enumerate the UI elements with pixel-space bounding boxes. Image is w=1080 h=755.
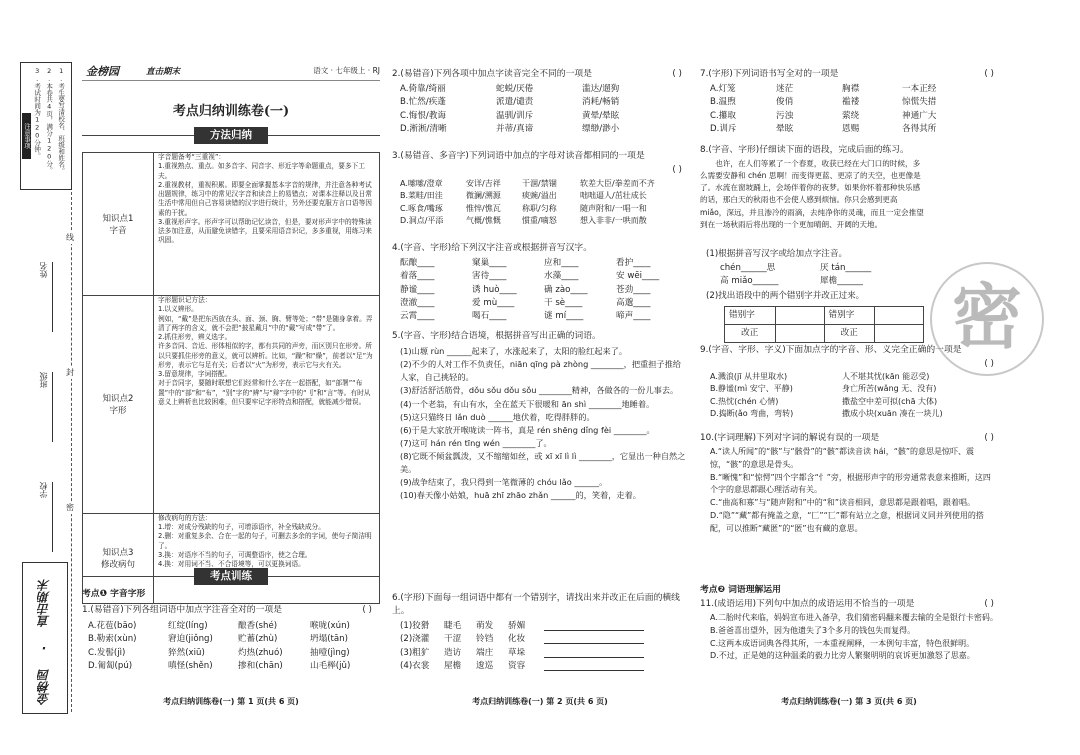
- q9-b-2: 身亡所苦(wǎng 无、没有): [842, 384, 937, 394]
- q11-stem: [700, 598, 998, 611]
- q3-options: [400, 178, 688, 228]
- q7-a-4: 一本正经: [902, 84, 937, 94]
- q1-answer[interactable]: ( ): [362, 605, 372, 615]
- q4-item[interactable]: 谜 mí____: [544, 311, 584, 322]
- brand-logo: 金榜园: [86, 65, 119, 78]
- q2-option-b[interactable]: [400, 96, 688, 109]
- q5-item-10[interactable]: (10)春天像小姑娘，huā zhī zhāo zhǎn ______的，笑着，走着。: [400, 490, 641, 501]
- q2-c-3: 黄晕/晕眩: [582, 110, 620, 121]
- q10-answer[interactable]: ( ): [984, 433, 994, 443]
- q6-word: 干涩: [444, 634, 462, 645]
- q2-d-1: D.淅淅/清晰: [400, 123, 447, 134]
- q6-row-1[interactable]: [400, 620, 688, 633]
- field-school[interactable]: [38, 482, 53, 552]
- page-1: [82, 62, 380, 712]
- q9-d-2: 撒成小块(xuān 凑在一块儿): [842, 409, 943, 419]
- q5-item-5[interactable]: (5)这只猫终日 lǎn duò ______地伏着，吃得胖胖的。: [400, 411, 595, 422]
- q3-c-3: 称职/匀称: [522, 203, 557, 213]
- q3-c-2: 惟悴/憔瓦: [466, 203, 501, 213]
- q4-item[interactable]: 酝酿____: [400, 258, 435, 268]
- q5-stem: 5.(字音、字形)结合语境，根据拼音写出正确的词语。: [392, 331, 601, 341]
- q6-stem: 6.(字形)下面每一组词语中都有一个错别字，请找出来并改正在后面的横线上。: [392, 593, 680, 617]
- q11-option-c[interactable]: C.这两本成语词典各得其所，一本重视阐释，一本例句丰富，特色很鲜明。: [710, 638, 975, 648]
- section-train-label: 考点训练: [194, 568, 268, 585]
- q6-word: 造访: [444, 647, 462, 658]
- q5-item-7[interactable]: (7)这可 hán rén tīng wén ________了。: [400, 437, 552, 448]
- q8-sub2: (2)找出语段中的两个错别字并改正过来。: [706, 291, 865, 301]
- kaodian-1: 考点❶ 字音字形: [82, 589, 146, 599]
- q3-option-c[interactable]: [400, 203, 688, 215]
- method-label-3: 知识点3 修改病句: [83, 513, 154, 603]
- q1-stem: [82, 604, 380, 617]
- q2-stem: [392, 68, 688, 81]
- q7-option-d[interactable]: [710, 123, 998, 136]
- brand-sub: 直击期末: [146, 67, 181, 77]
- q4-item[interactable]: 苍劲____: [616, 284, 651, 295]
- q4-item[interactable]: 确 zào____: [544, 284, 588, 295]
- q9-a-1: A.溅浪(jī 从井里取水): [710, 372, 788, 381]
- q1-a-3: 酿香(shé): [238, 621, 278, 631]
- q10-option-b[interactable]: B.“晰愧”和“惊愕”四个字都含“忄”旁，根据形声字的形旁通常表意来推断，这四个字的意思都跟心理活动有关。: [710, 472, 991, 495]
- q4-row: [400, 297, 688, 310]
- q11-stem-text: 11.(成语运用)下列句中加点的成语运用不恰当的一项是: [700, 599, 915, 609]
- q7-b-1: B.温煦: [710, 97, 736, 108]
- field-name[interactable]: [38, 262, 53, 332]
- q3-a-2: 安详/吉祥: [466, 179, 501, 188]
- q3-option-a[interactable]: [400, 178, 688, 190]
- q9-d-1: D.捣断(ǎo 弯曲，弯转): [710, 409, 794, 419]
- q7-option-a[interactable]: [710, 83, 998, 96]
- q6-word: 端庄: [476, 647, 494, 658]
- q7-c-2: 污浊: [776, 110, 794, 121]
- q2-option-d[interactable]: [400, 123, 688, 136]
- q8-table-input[interactable]: [875, 307, 924, 325]
- q9-b-1: B.静谧(mì 安宁、平静): [710, 384, 793, 394]
- q3-a-4: 软差大臣/拳差而不齐: [580, 179, 655, 188]
- field-name-label: 姓名: [39, 262, 48, 278]
- q5-item-8[interactable]: (8)它既不倾盆瓢泼，又不缩缩如丝，或 xī xī lì lì ________，它显出一种自然之美。: [400, 451, 686, 475]
- q3-b-3: 痰豌/溢出: [522, 191, 557, 201]
- q5-item-2[interactable]: (2)不少的人对工作不负责任，niān qīng pà zhòng ________，把重担子推给人家，自己挑轻的。: [400, 359, 681, 383]
- brand-vertical: 金榜园 · 直击期末: [37, 579, 51, 705]
- q9-stem-text: 9.(字音、字形、字义)下面加点字的字音、形、义完全正确的一项是: [700, 345, 962, 355]
- q1-c-4: 抽噎(jìng): [310, 647, 350, 658]
- q1-option-c[interactable]: [88, 647, 380, 660]
- q6-word: (4)衣裳: [400, 660, 430, 671]
- q11-answer[interactable]: ( ): [984, 599, 994, 609]
- q5-item-6[interactable]: (6)于是大家放开喉咙读一阵书，真是 rén shēng dǐng fèi ________。: [400, 424, 655, 435]
- q2-c-1: C.悔恨/教诲: [400, 110, 447, 121]
- q8-table-cell: 改正: [824, 325, 875, 343]
- binding-label-feng: 封: [66, 367, 74, 379]
- q4-row: [400, 270, 688, 283]
- q2-c-2: 温驯/训斥: [496, 110, 534, 121]
- q7-stem: [700, 68, 998, 81]
- q2-stem-text: 2.(易错音)下列各项中加点字读音完全不同的一项是: [392, 69, 592, 79]
- q7-b-3: 褴褛: [842, 97, 860, 108]
- q1-c-2: 猝然(xiū): [168, 647, 205, 658]
- q2-d-2: 并蒂/真谛: [496, 123, 534, 134]
- q7-a-1: A.灯笼: [710, 84, 736, 94]
- brand-vertical-box: [22, 562, 68, 714]
- q8-table-input[interactable]: [775, 307, 824, 325]
- sidebar: [18, 62, 74, 717]
- q6-word: 草垛: [508, 647, 526, 658]
- q5-item-9[interactable]: (9)战争结束了，我只得到一笔微薄的 chóu lǎo ______。: [400, 477, 608, 488]
- q7-answer[interactable]: ( ): [984, 69, 994, 79]
- q1-stem-text: 1.(易错音)下列各组词语中加点字注音全对的一项是: [82, 605, 282, 615]
- q1-option-a[interactable]: [88, 620, 380, 633]
- q9-options: [710, 371, 998, 421]
- q6-row-2[interactable]: [400, 633, 688, 646]
- q4-item[interactable]: 干 sè____: [544, 297, 583, 308]
- q9-answer[interactable]: ( ): [984, 359, 994, 369]
- q9-option-d[interactable]: [710, 408, 998, 420]
- q3-d-4: 想入非非/一哄而散: [580, 216, 647, 226]
- q3-option-b[interactable]: [400, 190, 688, 202]
- q4-row: [400, 284, 688, 297]
- q4-item[interactable]: 看护____: [616, 258, 651, 268]
- q7-option-c[interactable]: [710, 110, 998, 123]
- q2-answer[interactable]: ( ): [672, 69, 682, 79]
- q2-a-1: A.倚靠/绮丽: [400, 84, 446, 94]
- q4-item[interactable]: 诱 huò____: [472, 284, 517, 295]
- q1-d-3: 掺和(chān): [238, 660, 283, 671]
- q7-options: [710, 83, 998, 136]
- section-method: [82, 127, 380, 145]
- q5-item-4[interactable]: (4)一个老翁，有山有水，全在蓝天下很暖和 ān shì ________地睡着。: [400, 398, 655, 409]
- q4-item[interactable]: 安 wēi____: [616, 271, 660, 282]
- q3-b-2: 微澜/溯源: [466, 191, 501, 201]
- q3-option-d[interactable]: [400, 215, 688, 227]
- q8-table-input[interactable]: [775, 325, 824, 343]
- q4-item[interactable]: 水藻____: [544, 271, 579, 282]
- q6-word: (2)浇灌: [400, 634, 430, 645]
- q4-item[interactable]: 着落____: [400, 271, 435, 282]
- q7-b-4: 惊慌失措: [902, 97, 937, 108]
- q6-word: 屋檐: [444, 660, 462, 671]
- q1-b-1: B.勒索(xùn): [88, 634, 137, 645]
- q1-c-3: 灼热(zhuó): [238, 647, 283, 658]
- field-school-label: 学校: [39, 482, 48, 498]
- q1-c-1: C.发髻(jì): [88, 647, 126, 658]
- q3-a-3: 干涸/禁锢: [522, 179, 557, 188]
- notice-text-2: 2.本卷共4页，满分120分。: [45, 67, 54, 174]
- q2-a-3: 滥达/遛狗: [582, 84, 620, 94]
- q2-b-2: 派遣/谴责: [496, 97, 534, 108]
- q4-item[interactable]: 澄澈____: [400, 297, 435, 308]
- q3-b-1: B.菜畦/田洼: [400, 191, 443, 201]
- q5-item-3[interactable]: (3)舒活舒活筋骨，dǒu sǒu dǒu sǒu ________精神，各做各的一份儿事去。: [400, 385, 679, 396]
- q1-b-2: 窘迫(jiǒng): [168, 634, 213, 645]
- q6-items: [400, 620, 688, 673]
- q7-d-2: 晕眩: [776, 123, 794, 134]
- q7-d-3: 恩赐: [842, 123, 860, 134]
- footer-1: 考点归纳训练卷(一) 第 1 页(共 6 页): [163, 697, 299, 706]
- q1-b-3: 贮蓄(zhù): [238, 634, 278, 645]
- q4-row: [400, 257, 688, 270]
- q5-items: [400, 345, 688, 503]
- q3-a-1: A.嗦嗦/澄章: [400, 179, 443, 188]
- q2-option-a[interactable]: [400, 83, 688, 96]
- q8-table-cell: 错别字: [824, 307, 875, 325]
- q4-item[interactable]: 静谧____: [400, 284, 435, 295]
- q9-option-b[interactable]: [710, 383, 998, 395]
- binding-label-xian: 线: [66, 232, 74, 244]
- q11-option-d[interactable]: D.不过，正是她的这种温柔的毅力比旁人繁聚明明的哀诉更加激怒了思嘉。: [710, 651, 975, 661]
- q8-blank-2[interactable]: 厌 tán______: [820, 263, 872, 273]
- q10-option-a[interactable]: A.“读人所闻”的“骸”与“骸骨”的“骸”都读音读 hái，“骸”的意思是惊吓、震惊，“骸”的意思是骨头。: [710, 447, 975, 469]
- binding-line: [71, 192, 72, 712]
- q9-c-1: C.热忱(chén 心情): [710, 396, 779, 406]
- q7-b-2: 俊俏: [776, 97, 794, 108]
- q3-d-2: 气概/憔慨: [466, 216, 501, 226]
- q4-item[interactable]: 高邈____: [616, 297, 651, 308]
- q8-sub1: (1)根据拼音写汉字或给加点字注音。: [706, 249, 848, 259]
- binding-label-mi: 密: [66, 502, 74, 514]
- q1-options: [88, 620, 380, 673]
- q9-stem: [700, 344, 998, 369]
- q6-word: 铃铛: [476, 634, 494, 645]
- notice-box: [20, 62, 72, 190]
- section-train: [82, 568, 380, 586]
- q1-d-2: 嗔怪(shěn): [168, 660, 213, 671]
- q9-c-2: 撒盐空中差可拟(chā 大体): [842, 396, 938, 406]
- q3-d-3: 惯重/嘀怒: [522, 216, 557, 226]
- notice-text-1: 1.考生要写清校名、班级和姓名。: [57, 67, 66, 174]
- page-2: [392, 62, 688, 712]
- q6-word: 骄媚: [508, 621, 526, 631]
- q7-a-2: 迷茫: [776, 84, 794, 94]
- page-title: 考点归纳训练卷(一): [172, 104, 290, 119]
- q4-item[interactable]: 爱 mù____: [472, 297, 515, 308]
- q4-item[interactable]: 应和____: [544, 258, 579, 268]
- q2-b-3: 消耗/畅销: [582, 97, 620, 108]
- q8-sub1-items: [720, 262, 920, 289]
- q7-d-1: D.训斥: [710, 123, 737, 134]
- q4-item[interactable]: 云霄____: [400, 311, 435, 322]
- q11-options: [710, 612, 998, 663]
- q8-table-input[interactable]: [875, 325, 924, 343]
- q10-stem: [700, 432, 998, 445]
- method-content-2: 字形题识记方法： 1.以义辨形。 例如，“戴”是把东西放在头、面、颈、胸、臂等处；“带”是随身拿着。弄清了两字的含义，就不会把“披星戴月”中的“戴”写成“带”了。 2.抓住形旁，辨义选字。 许多音同、音近、形体相似的字，都有共同的声旁，而区别只在形旁。所以只要抓住形旁的意义，就可以辨析。比如，“躁”和“燥”，前者以“足”为形旁，表示它与足有关；后者以“火”为形旁，表示它与火有关。 3.留意规律，字词搭配。 对于音同字，要随时联想它们经常和什么字在一起搭配，如“部署”“布置”中的“部”和“布”，“别”字的“辨”与“辩”字中的“刂”和“言”等。有时从意义上辨析也比较困难，但只要牢记字形特点和搭配，就能减少错误。: [154, 296, 380, 514]
- q6-row-4[interactable]: [400, 660, 688, 673]
- footer-3: 考点归纳训练卷(一) 第 3 页(共 6 页): [781, 697, 917, 706]
- q11-option-a[interactable]: A.二胎时代来临，妈妈宣布进入备孕，我们猜密码翻来覆去输的全是银行卡密码。: [710, 613, 998, 622]
- q4-item[interactable]: 害待____: [472, 271, 507, 282]
- q2-option-c[interactable]: [400, 110, 688, 123]
- q1-a-1: A.花苞(bāo): [88, 621, 137, 631]
- q7-c-1: C.攥取: [710, 110, 736, 121]
- q6-word: 化妆: [508, 634, 526, 645]
- q3-c-4: 随声附和/一唱一和: [580, 203, 647, 213]
- q1-option-d[interactable]: [88, 660, 380, 673]
- q9-option-a[interactable]: [710, 371, 998, 383]
- q7-stem-text: 7.(字形)下列词语书写全对的一项是: [700, 69, 839, 79]
- field-class-label: 班级: [39, 372, 48, 388]
- q4-stem: 4.(字音、字形)给下列汉字注音或根据拼音写汉字。: [392, 243, 592, 253]
- brand-banner: [82, 62, 380, 81]
- q1-d-4: 山毛榉(jǔ): [310, 660, 351, 671]
- q11-option-b[interactable]: B.爸爸喜出望外，因为他遗失了3个多月的钱包失而复得。: [710, 625, 916, 635]
- method-label-2: 知识点2 字形: [83, 296, 154, 514]
- q2-b-1: B.忙然/疾蓬: [400, 97, 446, 108]
- q2-d-3: 缥缈/渺小: [582, 123, 620, 134]
- q4-items: [400, 257, 688, 324]
- q7-c-4: 神通广大: [902, 110, 937, 121]
- q2-options: [400, 83, 688, 136]
- q1-a-4: 喉咙(xún): [310, 621, 350, 631]
- q8-blank-1[interactable]: chén______思: [720, 263, 776, 273]
- q4-row: [400, 310, 688, 323]
- q6-word: 逡巡: [476, 660, 494, 671]
- q5-item-1[interactable]: (1)山塬 rùn ______起来了，水涨起来了，太阳的脸红起来了。: [400, 346, 628, 356]
- notice-label: 注意事项: [22, 113, 31, 159]
- q6-word: (1)狡猾: [400, 621, 430, 631]
- q7-c-3: 萦绕: [842, 110, 860, 121]
- method-label-1: 知识点1 字音: [83, 153, 154, 296]
- q4-item[interactable]: 窠巢____: [472, 258, 507, 268]
- q1-d-1: D.匍匐(pú): [88, 660, 133, 671]
- q3-c-1: C.啄食/嘴琢: [400, 203, 443, 213]
- field-class[interactable]: [38, 372, 53, 442]
- q2-a-2: 蛇蜕/厌倦: [496, 84, 534, 94]
- q8-stem: 8.(字音、字形)仔细读下面的语段，完成后面的练习。: [700, 145, 909, 155]
- q8-table: [724, 306, 924, 343]
- q1-option-b[interactable]: [88, 633, 380, 646]
- q9-option-c[interactable]: [710, 396, 998, 408]
- stamp-text: 密: [952, 276, 1022, 358]
- q10-option-d[interactable]: D.“隐”“藏”都有掩盖之意，“匚”“匸”都有站立之意，根据词义同并列使用的搭配，可以推断“藏匿”的“匿”也有藏的意思。: [710, 510, 984, 533]
- q6-word: (3)粗犷: [400, 647, 430, 658]
- method-content-3: 修改病句的方法： 1.增：对成分残缺的句子，可增添语序，补全残缺成分。 2.删：对重复多余、合在一起的句子，可删去多余的字词，使句子简洁明了。 3.换：对语序不当的句子，可调整语序，使之合理。 4.换：对用词不当、不合语境等，可以更换词语。: [154, 513, 380, 603]
- q8-table-cell: 错别字: [725, 307, 776, 325]
- q7-a-3: 胸襟: [842, 84, 860, 94]
- q9-a-2: 人不堪其忧(kān 能忍受): [842, 372, 930, 381]
- kaodian-2: 考点❷ 词语理解运用: [700, 585, 781, 595]
- section-method-label: 方法归纳: [194, 127, 268, 144]
- footer-2: 考点归纳训练卷(一) 第 2 页(共 6 页): [472, 697, 608, 706]
- q4-item[interactable]: 喝石____: [472, 311, 507, 322]
- q3-answer[interactable]: ( ): [672, 165, 682, 175]
- q1-a-2: 红绽(líng): [168, 621, 208, 631]
- method-table: [82, 152, 380, 604]
- q6-word: 萌发: [476, 621, 494, 631]
- q3-b-4: 咄咄逼人/茁壮成长: [580, 191, 647, 201]
- q1-b-4: 坍塌(tān): [310, 634, 348, 645]
- q10-option-c[interactable]: C.“曲高和寡”与“随声附和”中的“和”读音相同，意思都是跟着唱，跟着唱。: [710, 498, 975, 508]
- q6-word: 睫毛: [444, 621, 462, 631]
- q8-blank-4[interactable]: 犀檐______: [820, 276, 863, 287]
- page-3: [700, 62, 1022, 712]
- q7-d-4: 各得其所: [902, 123, 937, 134]
- notice-text-3: 3.考试时间为120分钟。: [33, 67, 42, 159]
- q8-blank-3[interactable]: 高 miǎo______: [720, 276, 779, 287]
- q8-passage: 也许，在人们等累了一个春夏，收获已经在大门口的时候，多么需要安静和 chén 思啊！而变得更蓝、更凉了的天空，也更像是了。水流在窗坡踊上，会场伴着你的夜梦。如果你怀着那种快乐感的话，那白天的秋雨也不会使人感到烦恼。你只会感到更高 miǎo，深远，并且渗冷的雨滴，去纯净你的灵魂，而且一定会推望到在一场秋雨后将出现的一个更加晴朗、开阔的天地。: [700, 159, 924, 229]
- q10-stem-text: 10.(字词理解)下列对字词的解说有误的一项是: [700, 433, 880, 443]
- q3-d-1: D.洞点/平添: [400, 216, 444, 226]
- q7-option-b[interactable]: [710, 96, 998, 109]
- q6-row-3[interactable]: [400, 647, 688, 660]
- q10-options: [710, 446, 998, 536]
- q3-stem-text: 3.(易错音、多音字)下列词语中加点的字母对读音都相同的一项是: [392, 151, 645, 161]
- subject-label: 语文 · 七年级上 · RJ: [313, 66, 380, 75]
- q6-word: 资容: [508, 660, 526, 671]
- q3-stem: [392, 150, 688, 175]
- q4-item[interactable]: 啼声____: [616, 311, 651, 322]
- method-content-1: 字音题备考“三重视”： 1.重视熟点、重点。如多音字、同音字、形近字等命题重点，要多下工夫。 2.重视教材，重视积累。即要全面掌握基本字音的规律，并注意各种考试出题规律，练习中的常见汉字音和读音上的易错点；对课本注释以及日常生活中常用但自己容易读错的汉字进行统计，另外还要克服方言口语等因素的干扰。 3.重视形声字。形声字可以帮助记忆读音，但是，要对形声字中的特殊读法多加注意，从而避免读错字，且要采用语音识记，多多重视，用练习来巩固。: [154, 153, 380, 296]
- q8-table-cell: 改正: [725, 325, 776, 343]
